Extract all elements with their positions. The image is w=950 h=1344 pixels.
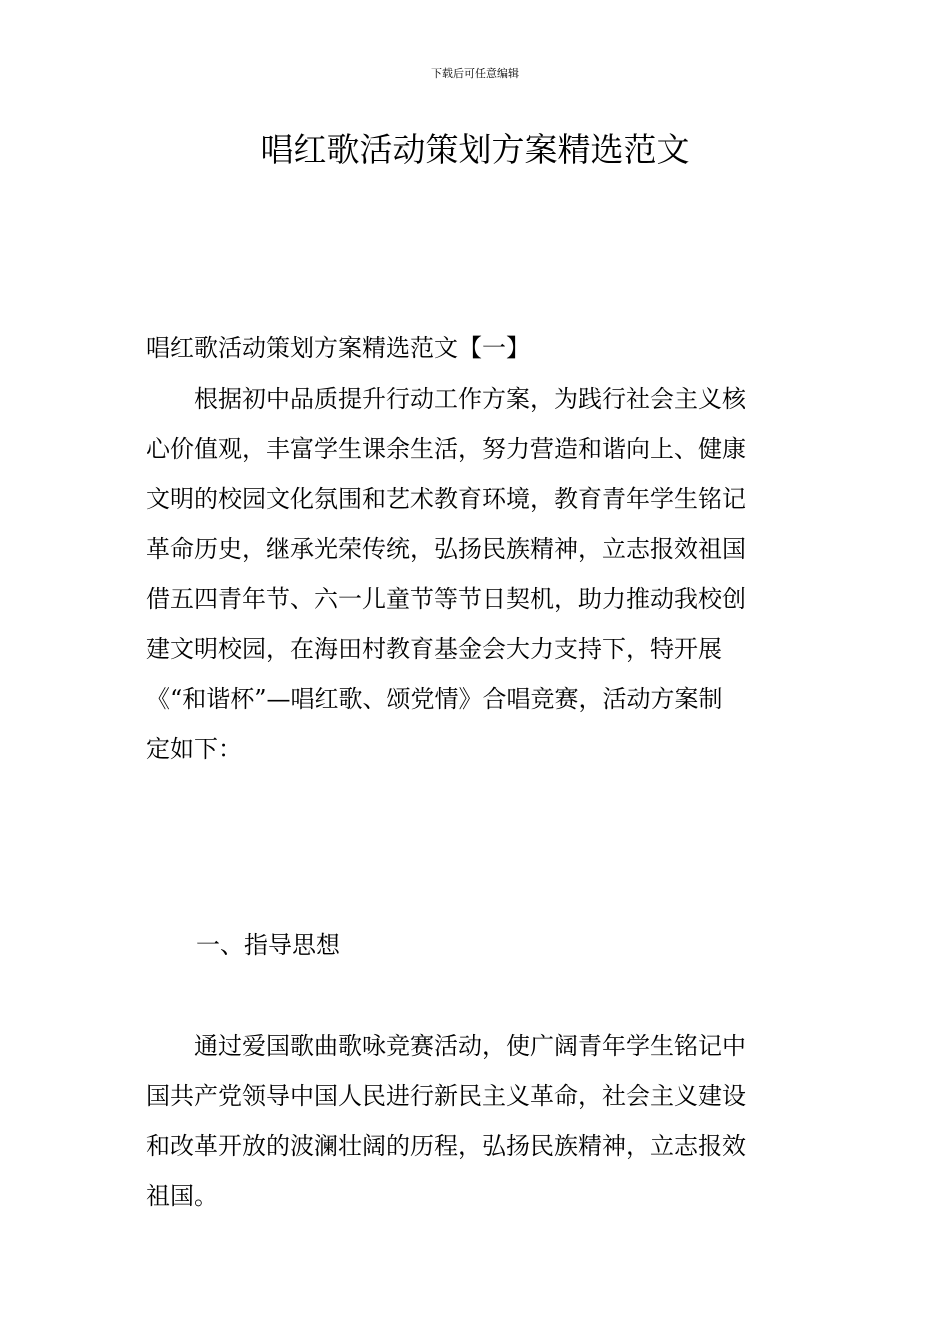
paragraph-line: 文明的校园文化氛围和艺术教育环境，教育青年学生铭记 (146, 485, 746, 513)
paragraph-line: 心价值观，丰富学生课余生活，努力营造和谐向上、健康 (146, 435, 746, 463)
paragraph-line: 定如下： (146, 735, 242, 763)
header-note: 下载后可任意编辑 (431, 67, 519, 80)
subheading-guiding-thought: 一、指导思想 (196, 931, 340, 959)
paragraph-guiding-thought (146, 1021, 806, 1221)
paragraph-line: 借五四青年节、六一儿童节等节日契机，助力推动我校创 (146, 585, 746, 613)
paragraph-line: 通过爱国歌曲歌咏竞赛活动，使广阔青年学生铭记中 (146, 1032, 746, 1060)
paragraph-line: 祖国。 (146, 1182, 218, 1210)
paragraph-line: 革命历史，继承光荣传统，弘扬民族精神，立志报效祖国 (146, 535, 746, 563)
section-heading: 唱红歌活动策划方案精选范文【一】 (146, 334, 530, 362)
paragraph-line: 国共产党领导中国人民进行新民主义革命，社会主义建设 (146, 1082, 746, 1110)
paragraph-line: 《“和谐杯”—唱红歌、颂党情》合唱竞赛，活动方案制 (146, 685, 723, 713)
document-title: 唱红歌活动策划方案精选范文 (260, 130, 690, 169)
paragraph-line: 建文明校园，在海田村教育基金会大力支持下，特开展 (146, 635, 722, 663)
paragraph-line: 根据初中品质提升行动工作方案，为践行社会主义核 (146, 385, 746, 413)
paragraph-intro (146, 374, 806, 774)
paragraph-line: 和改革开放的波澜壮阔的历程，弘扬民族精神，立志报效 (146, 1132, 746, 1160)
